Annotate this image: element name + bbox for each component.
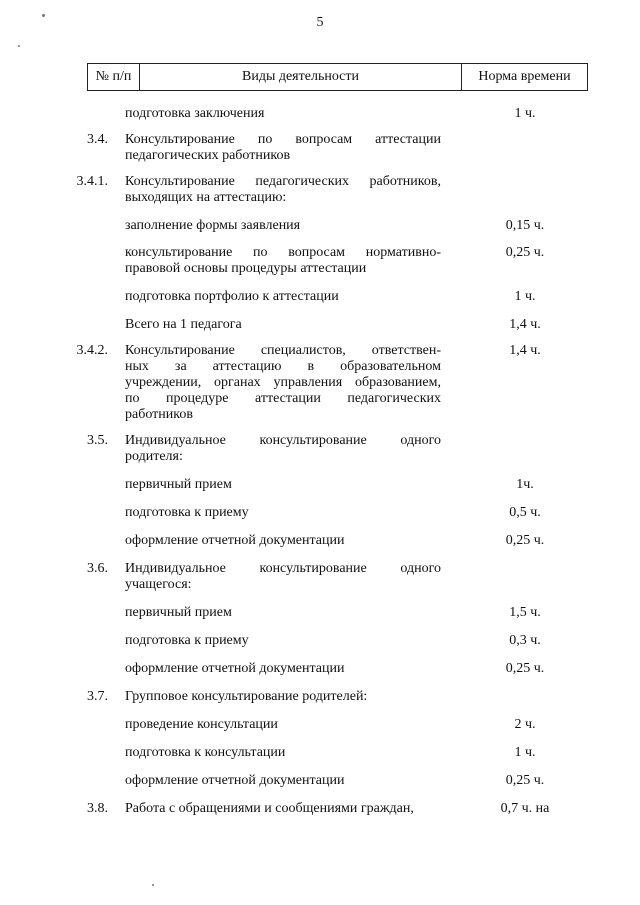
table-row (0, 174, 640, 206)
activity-line: первичный прием (125, 477, 232, 492)
table-row (0, 132, 640, 164)
row-activity (125, 773, 441, 789)
row-norm: 2 ч. (514, 717, 536, 732)
row-activity (125, 505, 441, 521)
activity-line: подготовка к приему (125, 633, 249, 648)
table-body (0, 94, 640, 817)
row-number (0, 633, 125, 649)
row-activity (125, 343, 441, 423)
row-norm: 1 ч. (514, 289, 536, 304)
activity-line: оформление отчетной документации (125, 533, 345, 548)
activity-line: Консультирование педагогических работников, (125, 174, 441, 189)
activity-line: Консультирование специалистов, ответствен- (125, 343, 441, 358)
row-activity (125, 745, 441, 761)
row-activity (125, 106, 441, 122)
row-norm: 1,4 ч. (509, 317, 541, 332)
row-norm: 1,5 ч. (509, 605, 541, 620)
table-row (0, 245, 640, 277)
table-row (0, 343, 640, 423)
row-number (0, 289, 125, 305)
table-row (0, 745, 640, 761)
table-header (87, 63, 588, 91)
table-row (0, 605, 640, 621)
table-row (0, 689, 640, 705)
table-row (0, 801, 640, 817)
row-activity (125, 245, 441, 277)
activity-line: родителя: (125, 449, 183, 464)
row-norm: 0,5 ч. (509, 505, 541, 520)
row-activity (125, 218, 441, 234)
row-number (0, 477, 125, 493)
activity-line: подготовка к приему (125, 505, 249, 520)
row-number (0, 661, 125, 677)
row-norm: 0,25 ч. (505, 661, 545, 676)
activity-line: учащегося: (125, 577, 192, 592)
activity-line: по процедуре аттестации педагогических (125, 391, 441, 406)
row-number (0, 533, 125, 549)
activity-line: Консультирование по вопросам аттестации (125, 132, 441, 147)
row-activity (125, 605, 441, 621)
row-activity (125, 633, 441, 649)
table-row (0, 533, 640, 549)
table-row (0, 433, 640, 465)
row-norm: 0,25 ч. (505, 773, 545, 788)
row-number: 3.6. (87, 561, 108, 576)
row-activity (125, 132, 441, 164)
row-number (0, 317, 125, 333)
row-activity (125, 174, 441, 206)
row-activity (125, 289, 441, 305)
scan-speck (42, 14, 45, 17)
table-row (0, 218, 640, 234)
scan-speck (152, 884, 154, 886)
activity-line: подготовка к консультации (125, 745, 286, 760)
activity-line: педагогических работников (125, 148, 291, 163)
row-number (0, 245, 125, 277)
row-activity (125, 717, 441, 733)
row-activity (125, 433, 441, 465)
activity-line: заполнение формы заявления (125, 218, 301, 233)
table-row (0, 717, 640, 733)
table-row (0, 106, 640, 122)
row-activity (125, 477, 441, 493)
activity-line: подготовка портфолио к аттестации (125, 289, 339, 304)
activity-line: выходящих на аттестацию: (125, 190, 287, 205)
row-norm: 0,25 ч. (505, 245, 545, 260)
row-number: 3.4.2. (76, 343, 108, 358)
table-row (0, 289, 640, 305)
row-number: 3.7. (87, 689, 108, 704)
activity-line: Всего на 1 педагога (125, 317, 242, 332)
row-number: 3.4.1. (76, 174, 108, 189)
activity-line: Работа с обращениями и сообщениями граждан, (125, 801, 414, 816)
table-row (0, 477, 640, 493)
activity-line: работников (125, 407, 193, 422)
row-norm: 0,15 ч. (505, 218, 545, 233)
table-row (0, 661, 640, 677)
row-norm: 1 ч. (514, 745, 536, 760)
table-row (0, 505, 640, 521)
row-norm: 1 ч. (514, 106, 536, 121)
row-activity (125, 661, 441, 677)
activity-line: оформление отчетной документации (125, 661, 345, 676)
scan-speck (18, 45, 20, 47)
activity-line: Групповое консультирование родителей: (125, 689, 368, 704)
row-activity (125, 533, 441, 549)
row-number (0, 773, 125, 789)
activity-line: учреждении, органах управления образованием, (125, 375, 441, 390)
row-number (0, 505, 125, 521)
row-number: 3.8. (87, 801, 108, 816)
row-norm: 0,3 ч. (509, 633, 541, 648)
activity-line: Индивидуальное консультирование одного (125, 433, 441, 448)
row-activity (125, 689, 441, 705)
header-number: № п/п (88, 64, 140, 90)
table-row (0, 633, 640, 649)
row-norm: 1ч. (516, 477, 534, 492)
row-activity (125, 801, 441, 817)
activity-line: Индивидуальное консультирование одного (125, 561, 441, 576)
table-row (0, 773, 640, 789)
activity-line: оформление отчетной документации (125, 773, 345, 788)
row-activity (125, 317, 441, 333)
activity-line: проведение консультации (125, 717, 278, 732)
activity-line: консультирование по вопросам нормативно- (125, 245, 441, 260)
row-activity (125, 561, 441, 593)
row-number (0, 745, 125, 761)
row-number: 3.4. (87, 132, 108, 147)
row-norm: 1,4 ч. (509, 343, 541, 358)
table-row (0, 561, 640, 593)
row-number (0, 605, 125, 621)
header-norm: Норма времени (478, 69, 571, 84)
activity-line: правовой основы процедуры аттестации (125, 261, 367, 276)
row-number (0, 717, 125, 733)
table-row (0, 317, 640, 333)
row-norm: 0,25 ч. (505, 533, 545, 548)
row-norm: 0,7 ч. на (500, 801, 550, 816)
page-number: 5 (316, 15, 324, 30)
row-number (0, 218, 125, 234)
row-number: 3.5. (87, 433, 108, 448)
activity-line: ных за аттестацию в образовательном (125, 359, 441, 374)
row-number (0, 106, 125, 122)
activity-line: подготовка заключения (125, 106, 265, 121)
activity-line: первичный прием (125, 605, 232, 620)
header-activity: Виды деятельности (140, 64, 462, 90)
